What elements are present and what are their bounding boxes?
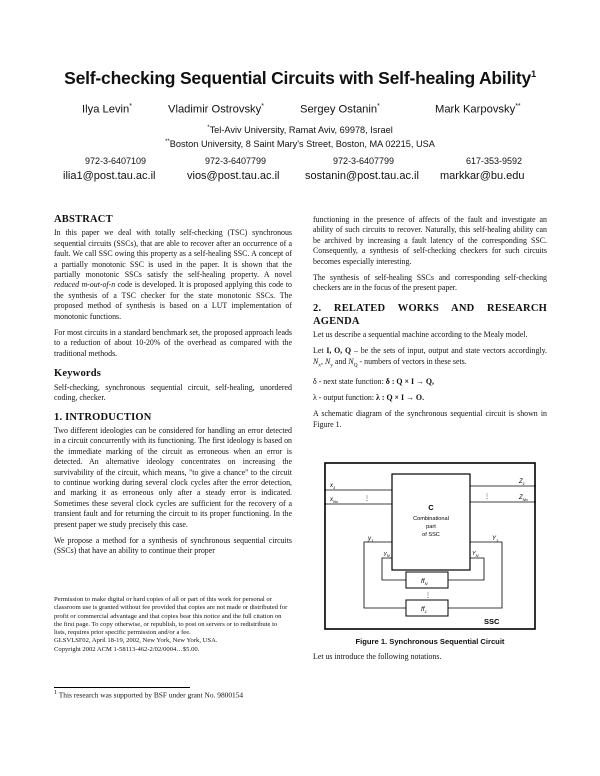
author-3 [300,103,380,116]
p4-text: - numbers of vectors in these sets. [357,356,467,366]
zn-symbol: Z [519,495,523,501]
introduction-heading: 1. INTRODUCTION [54,411,152,423]
title-footnote-mark: 1 [531,69,536,80]
ff1-symbol: ff [421,606,425,613]
ssc-label: SSC [484,617,500,626]
block-line-2: part [426,524,436,530]
Y1-symbol: Y [492,536,497,542]
title-text: Self-checking Sequential Circuits with Self-healing Ability [64,68,532,88]
figure-1-diagram [324,462,536,630]
affiliation-text: Boston University, 8 Saint Mary's Street, Boston, MA 02215, USA [169,139,435,150]
xn-symbol: x [330,497,333,503]
ff-dots: ⋮ [425,593,431,599]
email-link-4[interactable]: markkar@bu.edu [440,170,525,182]
nq-sub: Q [353,362,358,369]
affiliation-text: Tel-Aviv University, Ramat Aviv, 69978, Israel [209,125,393,136]
left-column [54,215,292,563]
right-paragraph-4: Let I, O, Q – be the sets of input, output and state vectors accordingly. $N_x$, $N_y$ and $N_Q$ - numbers of vectors in these sets. [313,346,547,369]
author-4 [435,103,521,116]
YN-symbol: Y [472,551,476,557]
abstract-text: code is developed. It is proposed applying this code to the synthesis of a TSC checker for the state monotonic SSCs. The proposed method of synthesis is based on a LUT implementation of monotonic functions. [54,280,292,321]
author-mark: * [129,103,132,110]
p4-sets: I, O, Q [326,346,352,356]
delta-label: δ - next state function: [313,376,386,386]
ny-sub: y [330,362,333,369]
author-name: Ilya Levin [82,103,130,116]
zn-sub: No [522,497,528,502]
footnote-text: This research was supported by BSF under grant No. 9800154 [58,690,244,700]
author-2 [168,103,264,116]
ffn-sub: N [424,581,428,586]
author-mark: * [377,103,380,110]
ny-symbol: N [324,356,331,366]
right-paragraph-5: A schematic diagram of the synchronous sequential circuit is shown in Figure 1. [313,409,547,429]
copyright-line: Copyright 2002 ACM 1-58113-462-2/02/0004…$5.00. [54,645,200,653]
p4-text: Let [313,346,327,356]
z1-sub: 1 [522,481,525,486]
author-mark: ** [515,103,521,110]
y1-sub: 1 [371,538,374,543]
intro-paragraph-2: We propose a method for a synthesis of synchronous sequential circuits (SSCs) that have an ability to continue their proper [54,535,292,556]
output-z1-label [518,479,525,486]
email-link-3[interactable]: sostanin@post.tau.ac.il [305,170,419,182]
author-mark: * [261,103,264,110]
delta-expression: δ : Q × I → Q, [385,376,435,386]
right-column [313,215,547,436]
lambda-expression: λ : Q × I → O. [376,393,425,403]
output-dots: ⋮ [484,494,490,500]
lambda-definition [313,393,547,403]
affiliation-1 [0,125,600,135]
permission-text: Permission to make digital or hard copies of all or part of this work for personal or classroom use is granted without fee provided that copies are not made or distributed for profit or commercial advantage and that copies bear this notice and the full citation on the first page. To copy otherwise, or republish, to post on servers or to redistribute to lists, requires prior specific permission and/or a fee. [54,596,288,637]
x1-sub: 1 [333,485,336,490]
abstract-heading: ABSTRACT [54,214,113,225]
keywords-heading: Keywords [54,368,102,380]
x1-symbol: x [330,483,333,489]
paper-title [0,68,600,89]
YN-sub: N [475,553,479,558]
Y1-sub: 1 [496,538,499,543]
abstract-paragraph-2: For most circuits in a standard benchmark set, the proposed approach leads to a reduction of about 10-20% of the overhead as compared with the traditional methods. [54,328,292,358]
ff-n-label [421,578,428,586]
author-name: Sergey Ostanin [300,103,378,116]
right-paragraph-6: Let us introduce the following notations. [313,652,442,661]
footnote-rule [54,687,190,688]
author-1 [82,103,132,116]
phone-3: 972-3-6407799 [333,156,395,166]
affiliation-2 [0,139,600,149]
nx-symbol: N [313,356,319,366]
phone-2: 972-3-6407799 [205,156,267,166]
output-zn-label [518,495,529,502]
section-2-heading: 2. RELATED WORKS AND RESEARCH AGENDA [313,302,547,327]
state-Y1-label [492,536,498,543]
block-letter: C [428,503,434,512]
state-yn-label [383,551,390,558]
z1-symbol: Z [519,479,523,485]
feedback-yn [382,558,406,580]
phone-1: 972-3-6407109 [85,156,147,166]
phone-4: 617-353-9592 [466,156,523,166]
input-dots: ⋮ [364,496,370,502]
right-paragraph-1: functioning in the presence of affects of the fault and investigate an ability of such circuits to recover. Naturally, this self-healing ability can be archived by increasing a fault latency of the corresponding SSC. Consequently, a synthesis of self-checking checkers for such circuits becomes especially interesting. [313,215,547,266]
venue-line: GLSVLSI'02, April 18-19, 2002, New York, New York, USA. [54,637,218,645]
right-paragraph-3: Let us describe a sequential machine according to the Mealy model. [313,329,528,339]
author-name: Vladimir Ostrovsky [168,103,262,116]
nq-symbol: N [348,356,354,366]
abstract-emphasis: reduced m-out-of-n [54,280,116,290]
keywords-text: Self-checking, synchronous sequential circuit, self-healing, unordered coding, checker. [54,382,292,403]
yn-symbol: y [384,551,387,557]
abstract-paragraph-1 [54,228,292,322]
yn-sub: N [386,553,390,558]
combinational-block [392,474,470,570]
right-paragraph-2: The synthesis of self-healing SSCs and corresponding self-checking checkers are in the focus of the present paper. [313,273,547,293]
ssc-outer-frame [325,463,535,629]
permission-block [54,596,290,654]
affiliation-mark: * [207,125,210,131]
ffn-symbol: ff [421,578,425,585]
state-y1-label [367,536,373,543]
email-link-1[interactable]: ilia1@post.tau.ac.il [63,170,156,182]
footnote [54,690,294,699]
abstract-text: In this paper we deal with totally self-checking (TSC) synchronous sequential circuits (SSCs), that are able to recover after an occurrence of a fault. We call SSC owing this property as a self-healing SSC. A concept of a partially monotonic SSC is used in the paper. It is shown that the partially monotonic SSCs satisfy the self-healing property. A novel [54,228,292,280]
footnote-mark: 1 [54,690,58,696]
figure-1-caption: Figure 1. Synchronous Sequential Circuit [355,637,505,646]
nx-sub: x [318,362,322,369]
intro-paragraph-1: Two different ideologies can be considered for handling an error detected in a circuit concurrently with its functioning. The first ideology is based on the immediate marking of the circuit as erroneous when an error is detected. An alternative ideology concentrates on increasing the survivability of the circuit, which means, "to give a chance" to the circuit to continue working during several clock cycles after the error detection, and marking it as erroneous only after a steady error is indicated. Sometimes these several clock cycles are sufficient for the recovery of a transient fault and for returning the circuit to its proper functioning. In the present paper we study precisely this case. [54,425,292,529]
author-name: Mark Karpovsky [435,103,516,116]
lambda-label: λ - output function: [313,393,376,403]
email-link-2[interactable]: vios@post.tau.ac.il [187,170,280,182]
flip-flop-1 [406,600,448,616]
delta-definition [313,377,547,387]
p4-and: and [332,356,349,366]
state-YN-label [472,551,479,558]
input-xn-label [329,497,339,504]
ff1-sub: 1 [424,609,427,614]
block-line-3: of SSC [422,532,440,538]
feedback-YN [448,558,484,580]
xn-sub: Nx [333,499,338,504]
p4-text: – be the sets of input, output and state vectors accordingly. [351,346,547,356]
affiliation-mark: ** [165,139,170,145]
input-x1-label [329,483,335,490]
y1-symbol: y [368,536,371,542]
block-line-1: Combinational [413,516,449,522]
ff-1-label [421,606,427,614]
